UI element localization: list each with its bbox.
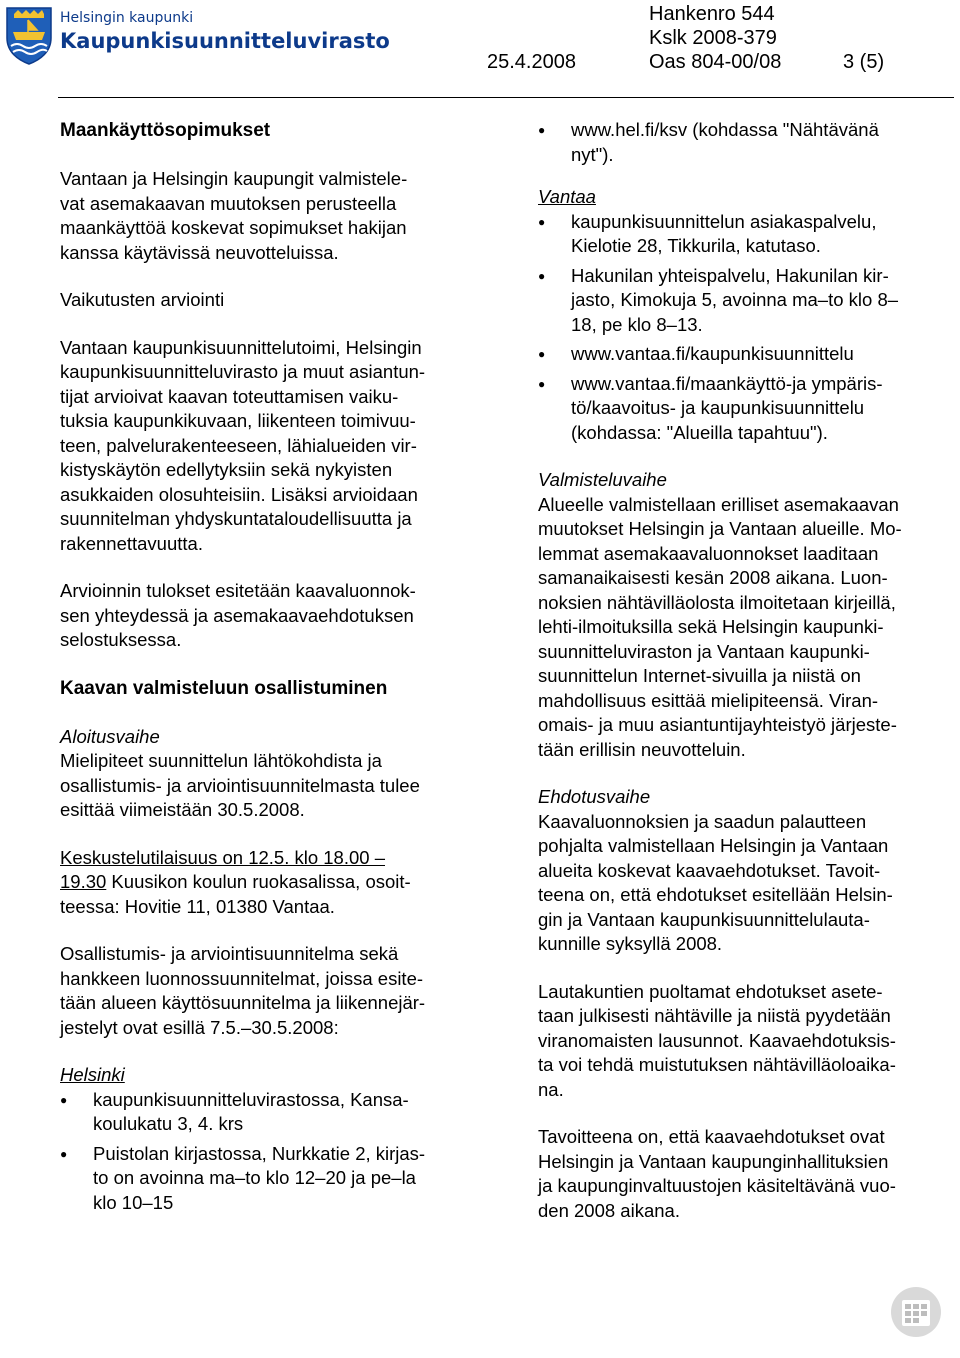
left-column — [60, 118, 480, 1238]
text-line: tö/kaavoitus- ja kaupunkisuunnittelu — [571, 397, 865, 418]
hankenro: Hankenro 544 — [649, 3, 775, 25]
list-item — [538, 342, 958, 367]
text-line: ● kaupunkisuunnittelun asiakaspalvelu, — [571, 210, 877, 232]
text-line: teen, palvelurakenteeseen, lähialueiden vir- — [60, 434, 417, 456]
text-line: nyt"). — [571, 143, 614, 165]
vantaa-locations-list — [538, 210, 958, 446]
text-line: jasto, Kimokuja 5, avoinna ma–to klo 8– — [571, 289, 899, 310]
text-line: kaupunkisuunnitteluvirasto ja muut asiantun- — [60, 361, 426, 382]
text-line: omais- ja muu asiantuntijayhteistyö järjeste- — [538, 714, 897, 735]
text-line: maankäyttöä koskevat sopimukset hakijan — [60, 217, 407, 238]
text-line: Tavoitteena on, että kaavaehdotukset ovat — [538, 1126, 885, 1147]
text-line: kunnille syksyllä 2008. — [538, 933, 723, 954]
text-line: noksien nähtävilläolosta ilmoitetaan kirjeillä, — [538, 591, 896, 613]
list-item — [538, 264, 958, 338]
office-name: Kaupunkisuunnitteluvirasto — [60, 29, 390, 53]
list-item — [538, 118, 958, 167]
text-line: kanssa käytävissä neuvotteluissa. — [60, 241, 339, 263]
paragraph-vaikutusten-arviointi — [60, 336, 480, 557]
header-divider — [58, 97, 954, 98]
helsinki-crest-icon — [4, 4, 54, 66]
paragraph-valmisteluvaihe — [538, 468, 958, 762]
text-line: Mielipiteet suunnittelun lähtökohdista ja — [60, 750, 382, 771]
text-line: ● www.vantaa.fi/maankäyttö-ja ympäris- — [571, 372, 883, 394]
text-line — [60, 870, 480, 895]
subheading-aloitusvaihe: Aloitusvaihe — [60, 725, 160, 747]
subheading-vantaa: Vantaa — [538, 186, 596, 207]
subheading-helsinki: Helsinki — [60, 1064, 125, 1085]
text-line: rakennettavuutta. — [60, 532, 203, 554]
text-line: lemmat asemakaavaluonnokset laaditaan — [538, 542, 879, 564]
text-line: ● www.hel.fi/ksv (kohdassa "Nähtävänä — [571, 119, 879, 140]
paragraph-lautakuntien — [538, 980, 958, 1103]
text-line: sen yhteydessä ja asemakaavaehdotuksen — [60, 604, 414, 626]
text-line: mahdollisuus esittää mielipiteensä. Viran- — [538, 689, 879, 711]
text-line: 18, pe klo 8–13. — [571, 313, 703, 335]
text-line: Kielotie 28, Tikkurila, katutaso. — [571, 235, 821, 256]
text-line: teena on, että ehdotukset esitellään Helsin- — [538, 884, 893, 905]
text-line: jestelyt ovat esillä 7.5.–30.5.2008: — [60, 1016, 339, 1038]
paragraph-maankayttosopimukset — [60, 167, 480, 265]
text-line: lehti-ilmoituksilla sekä Helsingin kaupunki- — [538, 616, 884, 637]
text-line: tään alueen käyttösuunnitelma ja liikennejär- — [60, 992, 426, 1013]
text-line: alueita koskevat kaavaehdotukset. Tavoit- — [538, 859, 881, 881]
text-line: Alueelle valmistellaan erilliset asemakaavan — [538, 493, 899, 515]
text-line: viranomaisten lausunnot. Kaavaehdotuksis- — [538, 1029, 896, 1051]
text-line: ● Puistolan kirjastossa, Nurkkatie 2, kirjas- — [93, 1142, 426, 1164]
text-line: asukkaiden olosuhteisiin. Lisäksi arvioidaan — [60, 483, 418, 505]
text-line: taan julkisesti nähtäville ja niistä pyydetään — [538, 1005, 891, 1026]
list-item — [538, 210, 958, 259]
text-line: ● kaupunkisuunnitteluvirastossa, Kansa- — [93, 1088, 409, 1110]
text-line: den 2008 aikana. — [538, 1199, 680, 1221]
text-line: kistyskäytön edellytyksiin sekä nykyisten — [60, 459, 393, 480]
text-line: klo 10–15 — [93, 1191, 174, 1213]
helsinki-locations-list — [60, 1088, 480, 1216]
paragraph-keskustelutilaisuus — [60, 846, 480, 920]
time-underlined: 19.30 — [60, 871, 107, 892]
text-line: osallistumis- ja arviointisuunnitelmasta tulee — [60, 774, 420, 796]
text-line: samanaikaisesti kesän 2008 aikana. Luon- — [538, 567, 888, 588]
text-line: Arvioinnin tulokset esitetään kaavaluonnok- — [60, 580, 416, 601]
page-number: 3 (5) — [843, 51, 885, 73]
paragraph-aloitusvaihe — [60, 725, 480, 823]
document-grid-icon — [890, 1286, 942, 1338]
text-line: Helsingin ja Vantaan kaupunginhallituksien — [538, 1150, 889, 1172]
organization-header — [60, 10, 390, 54]
text-line: Osallistumis- ja arviointisuunnitelma sekä — [60, 943, 399, 964]
list-item — [60, 1142, 480, 1216]
text-line: selostuksessa. — [60, 629, 182, 650]
text-line: (kohdassa: "Alueilla tapahtuu"). — [571, 421, 828, 443]
text-line: ● www.vantaa.fi/kaupunkisuunnittelu — [571, 343, 854, 364]
document-date: 25.4.2008 — [487, 51, 576, 73]
heading-kaavan-valmisteluun: Kaavan valmisteluun osallistuminen — [60, 677, 388, 699]
text-line: teessa: Hovitie 11, 01380 Vantaa. — [60, 895, 335, 917]
kslk-number: Kslk 2008-379 — [649, 27, 777, 49]
text-line: Keskustelutilaisuus on 12.5. klo 18.00 – — [60, 846, 385, 868]
text-line: muutokset Helsingin ja Vantaan alueille. Mo- — [538, 518, 902, 539]
text-line: esittää viimeistään 30.5.2008. — [60, 799, 305, 820]
text-line: ja kaupunginvaltuustojen käsiteltävänä vuo- — [538, 1175, 896, 1196]
text-line: na. — [538, 1078, 564, 1100]
text-line: to on avoinna ma–to klo 12–20 ja pe–la — [93, 1167, 416, 1188]
text-line: suunnitteluviraston ja Vantaan kaupunki- — [538, 640, 870, 662]
text-line: tään erillisin neuvotteluin. — [538, 738, 746, 760]
heading-vaikutusten-arviointi: Vaikutusten arviointi — [60, 289, 225, 310]
text-line: hankkeen luonnossuunnitelmat, joissa esite- — [60, 967, 424, 989]
paragraph-arvioinnin-tulokset — [60, 579, 480, 653]
list-item — [60, 1088, 480, 1137]
location-text: Kuusikon koulun ruokasalissa, osoit- — [106, 871, 411, 892]
subheading-valmisteluvaihe: Valmisteluvaihe — [538, 469, 667, 490]
text-line: Lautakuntien puoltamat ehdotukset asete- — [538, 980, 883, 1002]
text-line: Kaavaluonnoksien ja saadun palautteen — [538, 810, 867, 832]
subheading-ehdotusvaihe: Ehdotusvaihe — [538, 786, 651, 807]
text-line: Vantaan kaupunkisuunnittelutoimi, Helsingin — [60, 336, 422, 358]
text-line: koulukatu 3, 4. krs — [93, 1113, 244, 1134]
list-item — [538, 372, 958, 446]
right-column — [538, 118, 958, 1246]
text-line: Vantaan ja Helsingin kaupungit valmistele- — [60, 168, 408, 189]
text-line: ta voi tehdä muistutuksen nähtävilläoloaika- — [538, 1054, 896, 1075]
text-line: ● Hakunilan yhteispalvelu, Hakunilan kir- — [571, 264, 889, 286]
city-name: Helsingin kaupunki — [60, 10, 194, 26]
text-line: pohjalta valmistellaan Helsingin ja Vantaan — [538, 835, 889, 856]
paragraph-ehdotusvaihe — [538, 785, 958, 957]
text-line: gin ja Vantaan kaupunkisuunnittelulauta- — [538, 908, 870, 930]
paragraph-tavoitteena — [538, 1125, 958, 1223]
text-line: suunnittelun Internet-sivuilla ja niistä on — [538, 665, 861, 686]
text-line: vat asemakaavan muutoksen perusteella — [60, 192, 397, 214]
text-line: tuksia kaupunkikuvaan, liikenteen toimivuu- — [60, 410, 416, 431]
text-line: tijat arvioivat kaavan toteuttamisen vaiku- — [60, 385, 399, 407]
text-line: suunnitelman yhdyskuntataloudellisuutta ja — [60, 508, 412, 529]
heading-maankayttosopimukset: Maankäyttösopimukset — [60, 120, 271, 141]
hel-links-list — [538, 118, 958, 167]
paragraph-osallistumis — [60, 942, 480, 1040]
oas-number: Oas 804-00/08 — [649, 51, 782, 73]
